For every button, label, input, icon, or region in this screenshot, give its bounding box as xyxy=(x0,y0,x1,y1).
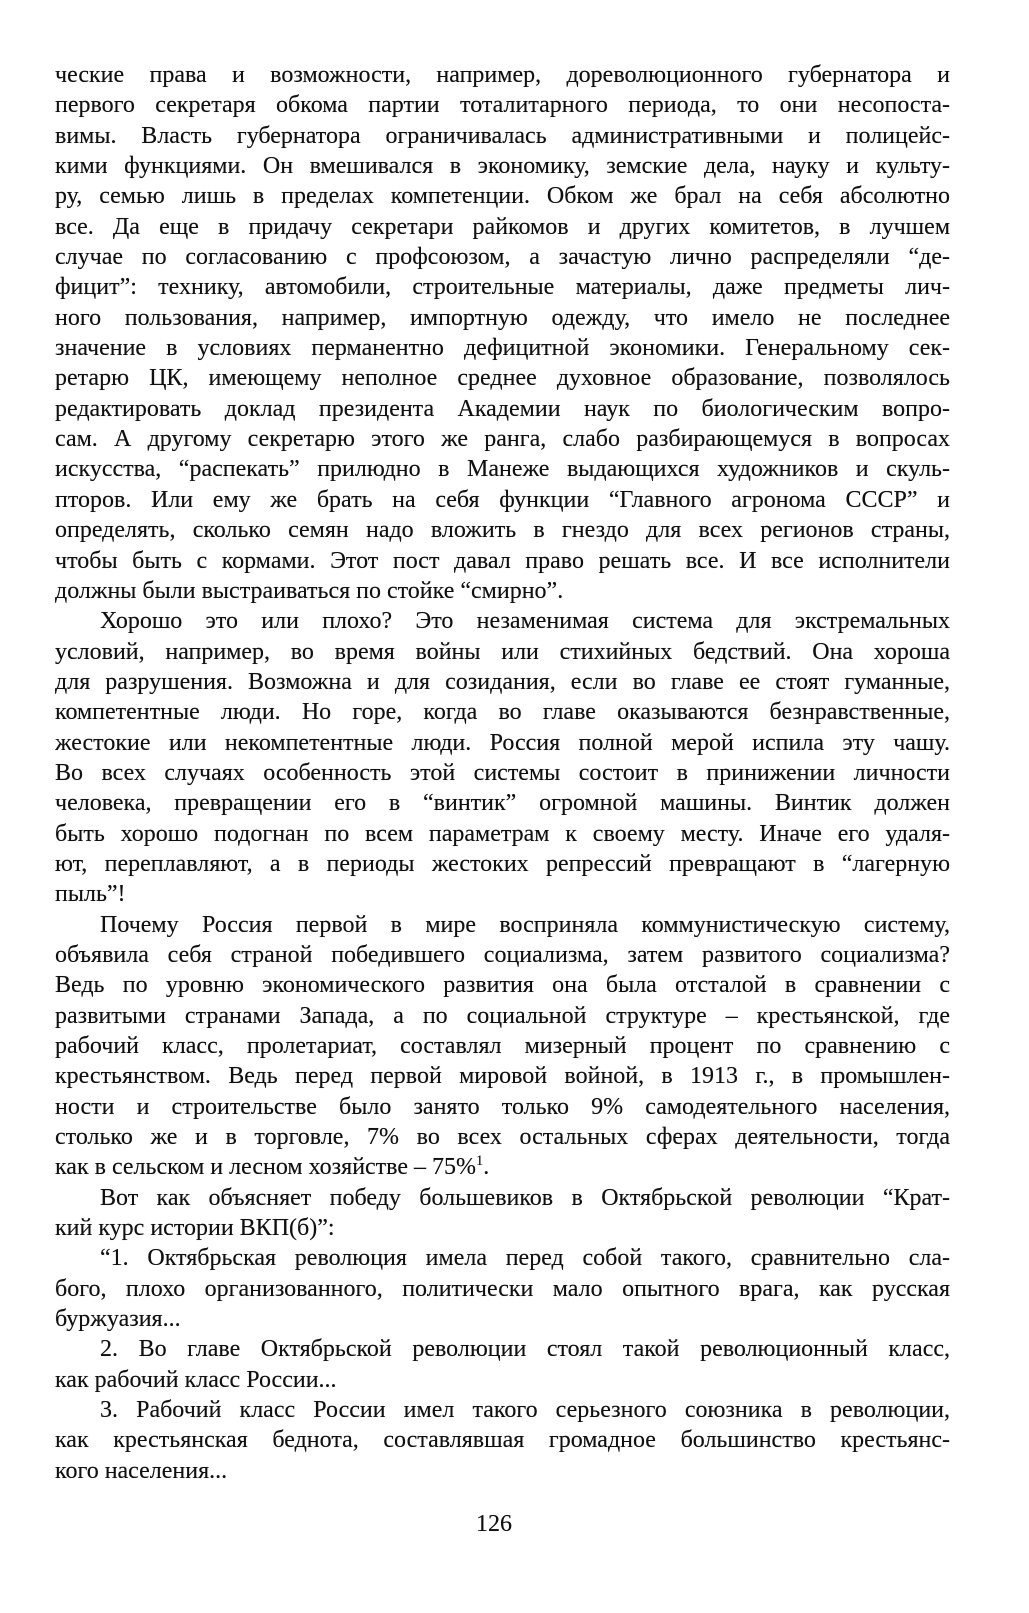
text-line: развитыми странами Запада, а по социальной структуре – крестьянской, где xyxy=(55,1002,950,1029)
paragraph xyxy=(55,1183,950,1244)
text-line: как крестьянская беднота, составлявшая громадное большинство крестьянс- xyxy=(55,1427,950,1454)
text-line: фицит”: технику, автомобили, строительные материалы, даже предметы лич- xyxy=(55,274,950,301)
text-line: бого, плохо организованного, политически мало опытного врага, как русская xyxy=(55,1275,950,1302)
text-line: ру, семью лишь в пределах компетенции. Обком же брал на себя абсолютно xyxy=(55,183,950,210)
text-line: искусства, “распекать” прилюдно в Манеже выдающихся художников и скуль- xyxy=(55,456,950,483)
footnote-mark: 1 xyxy=(476,1153,484,1170)
text-line: как рабочий класс России... xyxy=(55,1366,337,1393)
text-line: определять, сколько семян надо вложить в гнездо для всех регионов страны, xyxy=(55,517,950,544)
text-line: сам. А другому секретарю этого же ранга, слабо разбирающемуся в вопросах xyxy=(55,426,950,453)
text-line: первого секретаря обкома партии тоталитарного периода, то они несопоста- xyxy=(55,92,950,119)
body-text xyxy=(55,60,950,1486)
text-line: случае по согласованию с профсоюзом, а зачастую лично распределяли “де- xyxy=(55,244,950,271)
text-line: Ведь по уровню экономического развития она была отсталой в сравнении с xyxy=(55,972,950,999)
text-line: 2. Во главе Октябрьской революции стоял такой революционный класс, xyxy=(100,1336,950,1363)
text-line: вимы. Власть губернатора ограничивалась административными и полицейс- xyxy=(55,122,950,149)
text-line: Почему Россия первой в мире восприняла коммунистическую систему, xyxy=(100,911,950,938)
text-line: компетентные люди. Но горе, когда во главе оказываются безнравственные, xyxy=(55,699,950,726)
text-line: условий, например, во время войны или стихийных бедствий. Она хороша xyxy=(55,638,950,665)
quote-item xyxy=(55,1243,950,1334)
text-line: ного пользования, например, импортную одежду, что имело не последнее xyxy=(55,304,950,331)
text-line: значение в условиях перманентно дефицитной экономики. Генеральному сек- xyxy=(55,335,950,362)
footnote-text-line xyxy=(55,1152,950,1182)
text-line: ретарю ЦК, имеющему неполное среднее духовное образование, позволялось xyxy=(55,365,950,392)
text-line: 3. Рабочий класс России имел такого серьезного союзника в революции, xyxy=(100,1397,950,1424)
text-line: должны были выстраиваться по стойке “смирно”. xyxy=(55,577,564,604)
text-line: “1. Октябрьская революция имела перед собой такого, сравнительно сла- xyxy=(100,1245,950,1272)
text-line: ности и строительстве было занято только 9% самодеятельного населения, xyxy=(55,1093,950,1120)
text-line: чтобы быть с кормами. Этот пост давал право решать все. И все исполнители xyxy=(55,547,950,574)
footnote-line-tail: . xyxy=(483,1154,490,1181)
quote-item xyxy=(55,1395,950,1486)
text-line: редактировать доклад президента Академии наук по биологическим вопро- xyxy=(55,395,950,422)
text-line: ческие права и возможности, например, дореволюционного губернатора и xyxy=(55,62,950,88)
text-line: ют, переплавляют, а в периоды жестоких репрессий превращают в “лагерную xyxy=(55,850,950,877)
text-line: для разрушения. Возможна и для созидания, если во главе ее стоят гуманные, xyxy=(55,668,950,695)
page-number: 126 xyxy=(476,1511,512,1537)
paragraph xyxy=(55,910,950,1183)
text-line: буржуазия... xyxy=(55,1306,181,1333)
text-line: Вот как объясняет победу большевиков в Октябрьской революции “Крат- xyxy=(100,1184,950,1211)
text-line: человека, превращении его в “винтик” огромной машины. Винтик должен xyxy=(55,790,950,817)
text-line: кими функциями. Он вмешивался в экономику, земские дела, науку и культу- xyxy=(55,153,950,180)
paragraph xyxy=(55,606,950,909)
text-line: крестьянством. Ведь перед первой мировой войной, в 1913 г., в промышлен- xyxy=(55,1063,950,1090)
text-line: Во всех случаях особенность этой системы состоит в принижении личности xyxy=(55,759,950,786)
text-line: пыль”! xyxy=(55,881,126,908)
quote-item xyxy=(55,1334,950,1395)
footnote-line-text: как в сельском и лесном хозяйстве – 75% xyxy=(55,1154,477,1181)
text-line: Хорошо это или плохо? Это незаменимая система для экстремальных xyxy=(100,608,950,635)
text-line: столько же и в торговле, 7% во всех остальных сферах деятельности, тогда xyxy=(55,1124,950,1151)
text-line: объявила себя страной победившего социализма, затем развитого социализма? xyxy=(55,941,950,968)
text-line: кий курс истории ВКП(б)”: xyxy=(55,1215,335,1242)
text-line: быть хорошо подогнан по всем параметрам к своему месту. Иначе его удаля- xyxy=(55,820,950,847)
text-line: рабочий класс, пролетариат, составлял мизерный процент по сравнению с xyxy=(55,1033,950,1059)
text-line: пторов. Или ему же брать на себя функции “Главного агронома СССР” и xyxy=(55,486,950,513)
text-line: кого населения... xyxy=(55,1457,228,1484)
text-line: все. Да еще в придачу секретари райкомов и других комитетов, в лучшем xyxy=(55,213,950,240)
text-line: жестокие или некомпетентные люди. Россия полной мерой испила эту чашу. xyxy=(55,729,950,756)
paragraph xyxy=(55,60,950,606)
